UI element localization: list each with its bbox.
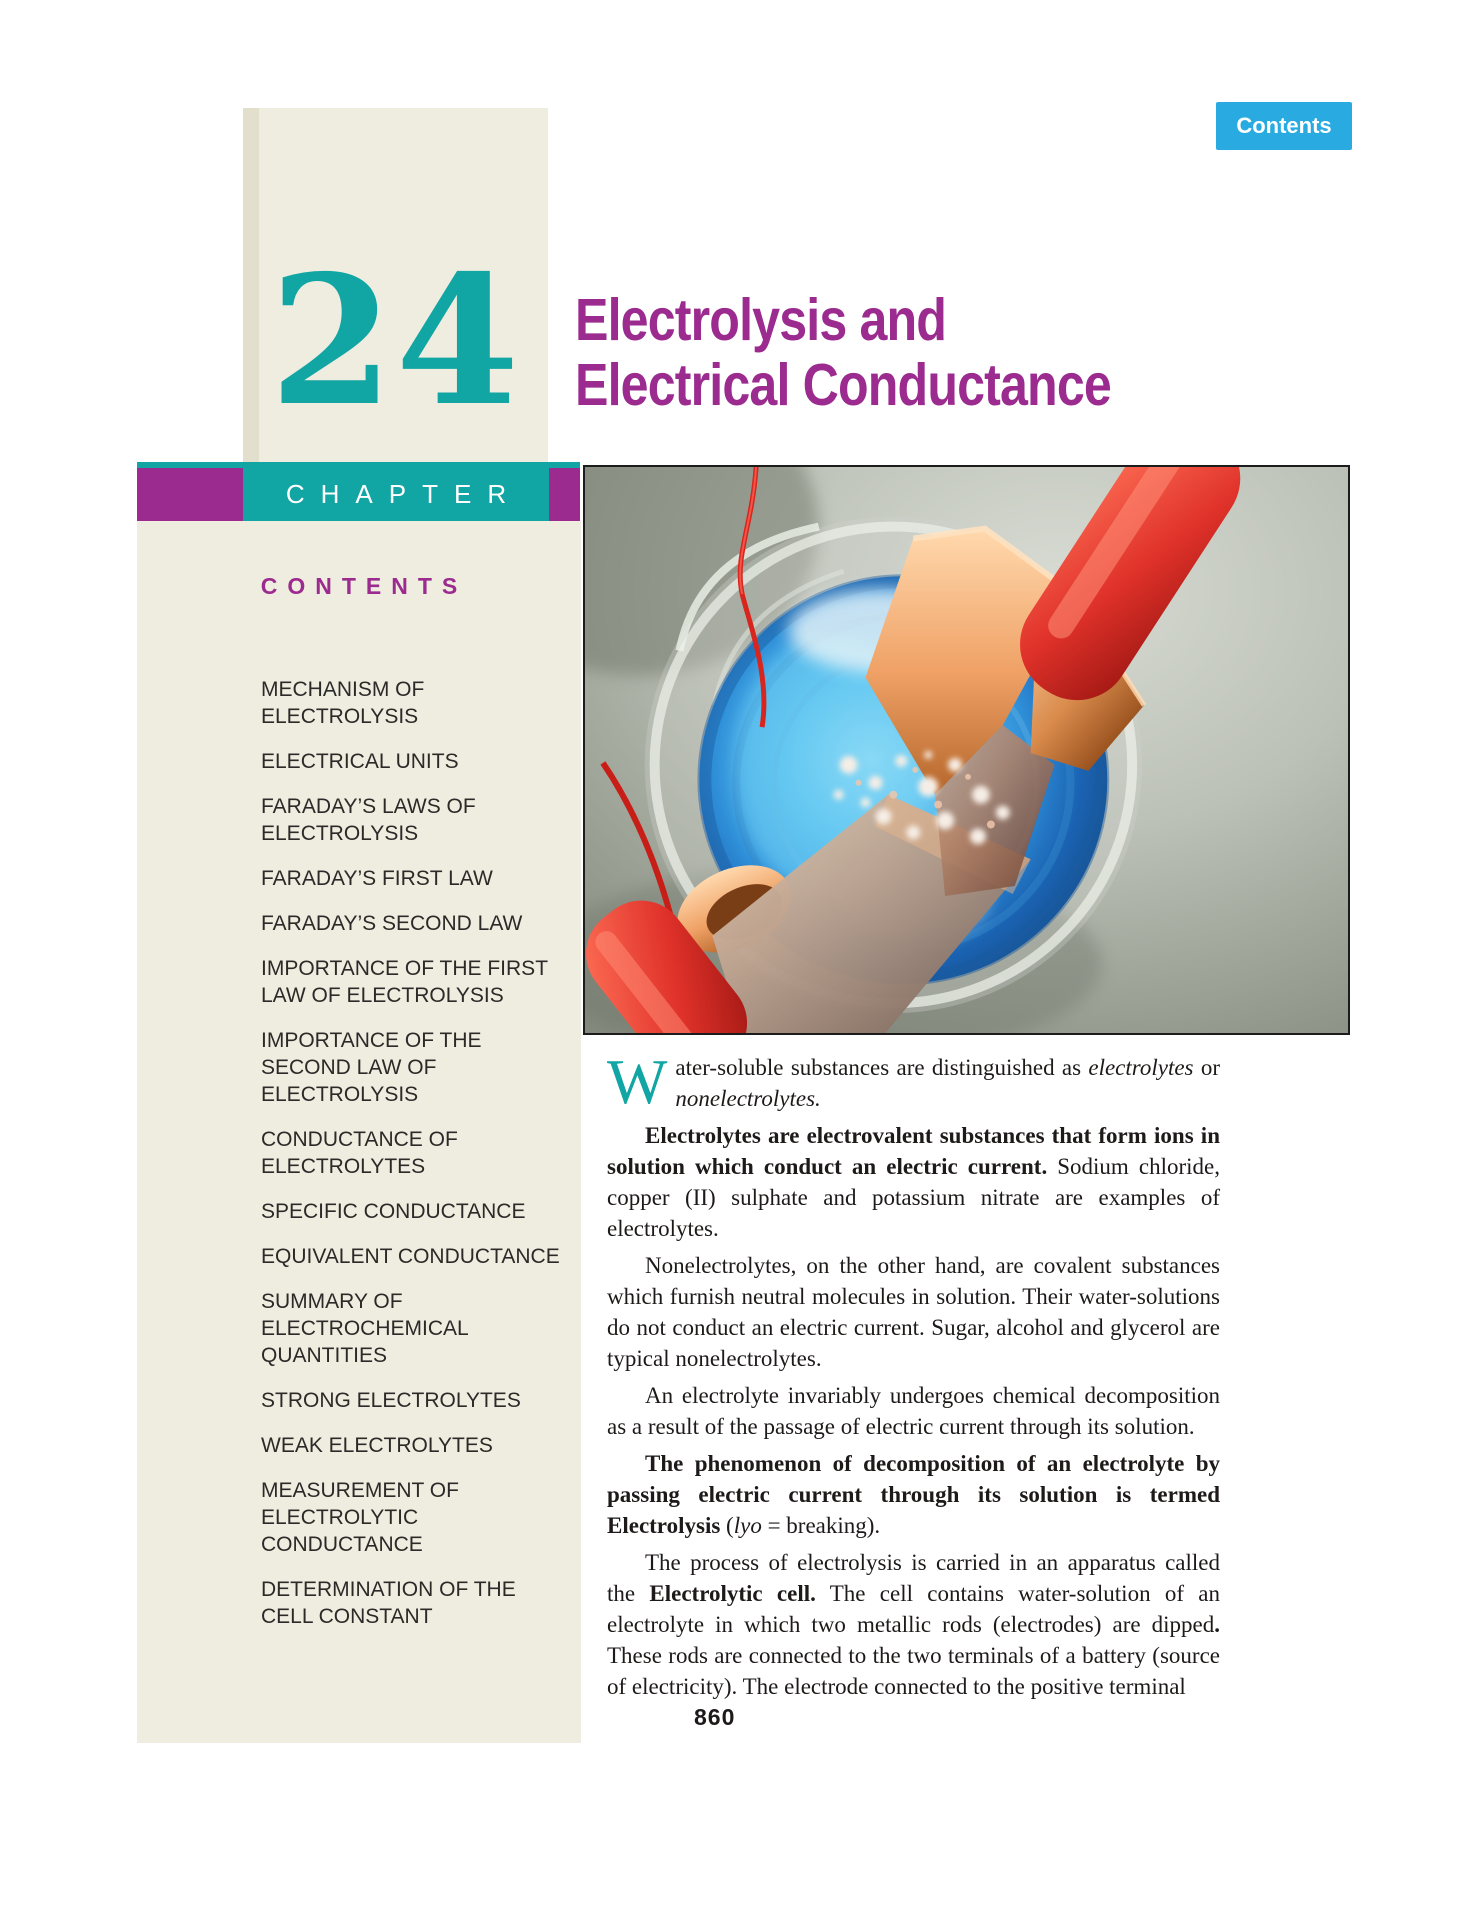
contents-item: EQUIVALENT CONDUCTANCE	[261, 1245, 560, 1268]
body-paragraph: The phenomenon of decomposition of an electrolyte by passing electric current through its solution is termed Electrolysis (lyo = breaking).	[607, 1451, 1220, 1538]
contents-item: FARADAY’S SECOND LAW	[261, 912, 523, 935]
body-paragraph: Nonelectrolytes, on the other hand, are covalent substances which furnish neutral molecules in solution. Their water-solutions do not conduct an electric current. Sugar, alcohol and glycerol are typical nonelectrolytes.	[607, 1253, 1220, 1371]
chapter-title-line1: Electrolysis and	[575, 287, 947, 353]
contents-item: STRONG ELECTROLYTES	[261, 1389, 521, 1412]
body-paragraph: An electrolyte invariably undergoes chemical decomposition as a result of the passage of electric current through its solution.	[607, 1383, 1220, 1439]
contents-item: SPECIFIC CONDUCTANCE	[261, 1200, 526, 1223]
page-number: 860	[694, 1704, 736, 1730]
contents-heading: CONTENTS	[260, 573, 468, 599]
body-paragraph: Water-soluble substances are distinguished as electrolytes or nonelectrolytes.	[607, 1046, 1220, 1117]
contents-item: MECHANISM OF ELECTROLYSIS	[261, 678, 425, 728]
contents-item: FARADAY’S LAWS OF ELECTROLYSIS	[261, 795, 476, 845]
contents-item: SUMMARY OF ELECTROCHEMICAL QUANTITIES	[261, 1290, 468, 1367]
contents-item: IMPORTANCE OF THE SECOND LAW OF ELECTROLYSIS	[261, 1029, 482, 1106]
contents-item: CONDUCTANCE OF ELECTROLYTES	[261, 1128, 458, 1178]
chapter-title-line2: Electrical Conductance	[575, 352, 1111, 418]
contents-item: IMPORTANCE OF THE FIRST LAW OF ELECTROLYSIS	[261, 957, 548, 1007]
chapter-label: CHAPTER	[285, 479, 523, 509]
contents-item: FARADAY’S FIRST LAW	[261, 867, 493, 890]
body-paragraph: The process of electrolysis is carried in an apparatus called the Electrolytic cell. The cell contains water-solution of an electrolyte in which two metallic rods (electrodes) are dipped. These rods are connected to the two terminals of a battery (source of electricity). The electrode connected to the positive terminal	[607, 1550, 1221, 1699]
drop-cap: W	[607, 1046, 668, 1117]
contents-item: WEAK ELECTROLYTES	[261, 1434, 493, 1457]
contents-item: MEASUREMENT OF ELECTROLYTIC CONDUCTANCE	[261, 1479, 459, 1556]
chapter-number: 24	[269, 236, 522, 445]
contents-sidebar	[137, 521, 581, 1743]
contents-item: ELECTRICAL UNITS	[261, 750, 459, 773]
contents-list	[137, 676, 581, 1630]
electrolysis-photo	[583, 465, 1350, 1035]
contents-item: DETERMINATION OF THE CELL CONSTANT	[261, 1578, 516, 1628]
body-paragraph: Electrolytes are electrovalent substances that form ions in solution which conduct an electric current. Sodium chloride, copper (II) sulphate and potassium nitrate are examples of electrolytes.	[607, 1123, 1220, 1241]
contents-button[interactable]: Contents	[1216, 102, 1352, 150]
electrolysis-photo-art	[585, 467, 1348, 1033]
chapter-title	[575, 288, 1206, 418]
body-text	[607, 1046, 1221, 1708]
chapter-band	[243, 468, 549, 521]
